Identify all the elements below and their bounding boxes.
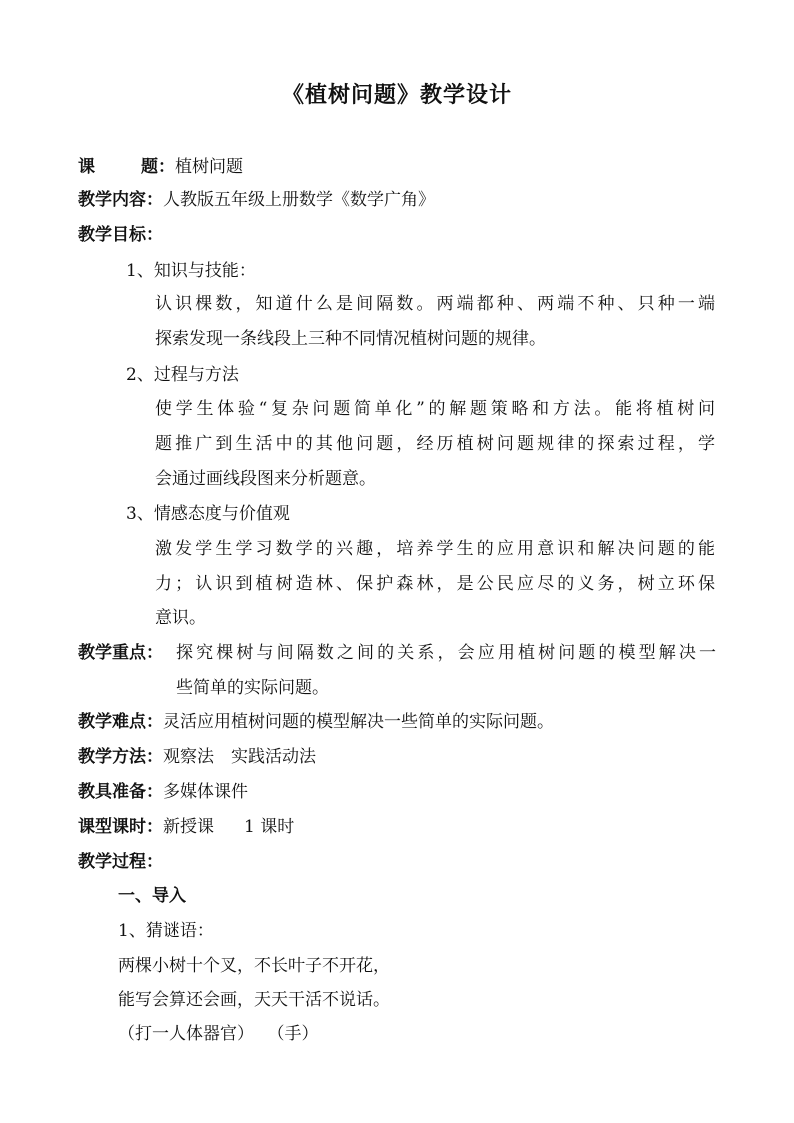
methods-label: 教学方法： — [78, 747, 163, 767]
topic-label-b: 题： — [141, 157, 175, 177]
difficulties-value: 灵活应用植树问题的模型解决一些简单的实际问题。 — [163, 712, 554, 732]
process-section-1: 一、导入 — [118, 886, 186, 906]
lesson-type-value-b: 1 课时 — [244, 817, 295, 837]
riddle-line-1: 两棵小树十个叉，不长叶子不开花， — [118, 956, 390, 976]
goal-3-line-3: 意识。 — [155, 608, 206, 628]
key-points-line-2: 些简单的实际问题。 — [176, 678, 329, 698]
materials-row — [78, 780, 248, 804]
document-title: 《植树问题》教学设计 — [281, 83, 512, 108]
key-points-label: 教学重点： — [78, 643, 163, 663]
process-label: 教学过程： — [78, 852, 163, 872]
goal-3-heading: 3、情感态度与价值观 — [126, 504, 290, 524]
riddle-hint-row — [118, 1022, 319, 1046]
goal-3-line-1: 激发学生学习数学的兴趣，培养学生的应用意识和解决问题的能 — [155, 539, 715, 559]
goals-row — [78, 223, 163, 247]
key-points-row — [78, 641, 163, 665]
content-label: 教学内容： — [78, 190, 163, 210]
goal-3-line-2: 力；认识到植树造林、保护森林，是公民应尽的义务，树立环保 — [155, 574, 715, 594]
goal-2-heading: 2、过程与方法 — [126, 365, 239, 385]
goal-1-line-2: 探索发现一条线段上三种不同情况植树问题的规律。 — [155, 329, 546, 349]
goal-2-line-1: 使学生体验“复杂问题简单化”的解题策略和方法。能将植树问 — [155, 399, 715, 419]
content-row — [78, 188, 435, 212]
goal-1-heading: 1、知识与技能： — [126, 261, 256, 281]
goal-2-line-3: 会通过画线段图来分析题意。 — [155, 469, 376, 489]
riddle-heading: 1、猜谜语： — [118, 921, 214, 941]
topic-row — [78, 155, 243, 179]
goals-label: 教学目标： — [78, 225, 163, 245]
goal-1-line-1: 认识棵数，知道什么是间隔数。两端都种、两端不种、只种一端 — [155, 294, 715, 314]
lesson-type-value-a: 新授课 — [163, 817, 214, 837]
materials-value: 多媒体课件 — [163, 782, 248, 802]
methods-row — [78, 745, 316, 769]
riddle-answer: （手） — [276, 1024, 319, 1044]
methods-value: 观察法 实践活动法 — [163, 747, 316, 767]
goal-2-line-2: 题推广到生活中的其他问题，经历植树问题规律的探索过程，学 — [155, 434, 715, 454]
riddle-hint: （打一人体器官） — [118, 1024, 254, 1044]
topic-label-a: 课 — [78, 157, 95, 177]
topic-value: 植树问题 — [175, 157, 243, 177]
key-points-line-1: 探究棵树与间隔数之间的关系，会应用植树问题的模型解决一 — [176, 643, 716, 663]
difficulties-row — [78, 710, 554, 734]
content-value: 人教版五年级上册数学《数学广角》 — [163, 190, 435, 210]
riddle-line-2: 能写会算还会画，天天干活不说话。 — [118, 990, 390, 1010]
materials-label: 教具准备： — [78, 782, 163, 802]
lesson-type-label: 课型课时： — [78, 817, 163, 837]
difficulties-label: 教学难点： — [78, 712, 163, 732]
lesson-type-row — [78, 815, 294, 839]
process-row — [78, 850, 163, 874]
